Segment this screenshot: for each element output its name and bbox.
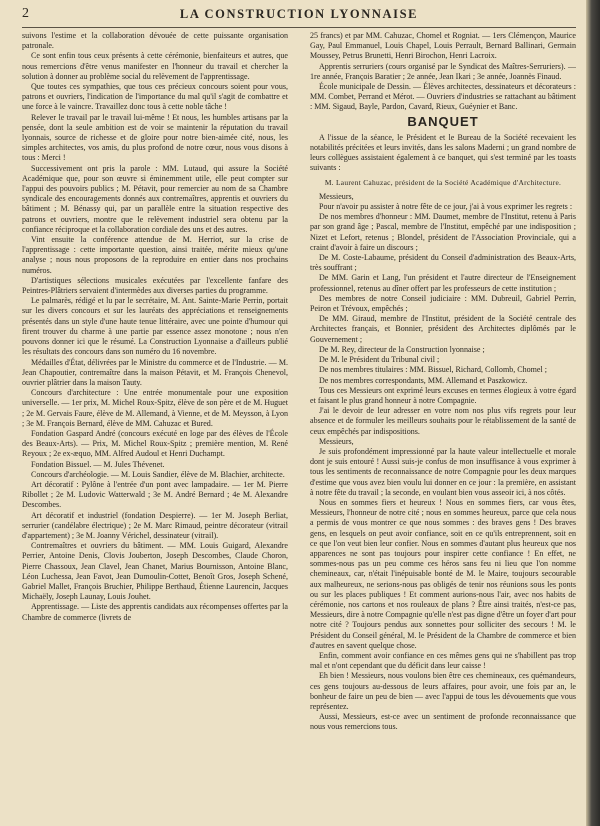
paragraph: Vint ensuite la conférence attendue de M. Herriot, sur la crise de l'apprentissage : cette importante question, ainsi traitée, mérite mieux qu'une analyse ; nous nous proposons de la reproduire en entier dans nos prochains numéros. [22,235,288,275]
award-paragraph: 25 francs) et par MM. Cahuzac, Chomel et Rogniat. — 1ers Clémençon, Maurice Gay, Paul Emmanuel, Louis Chapel, Louis Perrault, Bernard Ballinari, Germain Moussey, Petrus Brunetti, Henri Birochon, Henri Lacroix. [310,31,576,61]
speech-paragraph: Eh bien ! Messieurs, nous voulons bien être ces chemineaux, ces quémandeurs, ces gens toujours au-dessous de leurs affaires, pour avoir, une fois par an, le bonheur de faire un peu de bien — avec l'appui de tous les dévouements que vous représentez. [310,671,576,711]
speech-paragraph: Des membres de notre Conseil judiciaire : MM. Dubreuil, Gabriel Perrin, Peiron et Trévoux, empêchés ; [310,293,576,314]
page-header [22,6,576,24]
paragraph: D'artistiques sélections musicales exécutées par l'excellente fanfare des Peintres-Plâtriers servaient d'intermèdes aux diverses parties du programme. [22,275,288,296]
speech-paragraph: Je suis profondément impressionné par la haute valeur intellectuelle et morale dont je suis entouré ! Aussi suis-je confus de mon insuffisance à vous exprimer à tous les sentiments de reconnaissance de notre Compagnie pour les deux marques d'estime que vous avez bien voulu lui donner en ce jour : la première, en assistant à notre fête du travail ; la seconde, en voulant bien vous asseoir ici, à nos côtés. [310,446,576,497]
speech-paragraph: Tous ces Messieurs ont exprimé leurs excuses en termes élogieux à votre égard et faisant le plus grand honneur à notre Compagnie. [310,385,576,405]
speech-paragraph: De MM. Giraud, membre de l'Institut, président de la Société centrale des Architectes français, et Bonnier, président des Architectes diplômés par le Gouvernement ; [310,314,576,344]
header-rule [22,27,576,28]
speech-paragraph: Pour n'avoir pu assister à notre fête de ce jour, j'ai à vous exprimer les regrets : [319,202,573,212]
award-paragraph: Concours d'architecture : Une entrée monumentale pour une exposition universelle. — 1er prix, M. Michel Roux-Spitz, élève de son père et de M. Huguet ; 2e M. Gervais Faure, élève de M. Allemand, à Vienne, et de M. Meysson, à Lyon ; 3e M. François Bernard, élève de MM. Cahuzac et Bured. [22,388,288,428]
paragraph: Relever le travail par le travail lui-même ! Et nous, les humbles artisans par la pensée, dont la seule ambition est de voir se maintenir la réputation du travail lyonnais, source de richesse et de gloire pour notre bien-aimée cité, nous, les simples architectes, vos amis, du plus profond de notre cœur, nous vous disons à tous : Merci ! [22,112,288,163]
page-edge-shadow [586,0,600,826]
award-paragraph: Médailles d'État, délivrées par le Ministre du commerce et de l'Industrie. — M. Jean Chapoutier, contremaître dans la maison Pétavit, et M. François Chenevol, ouvrier plâtrier dans la maison Tauty. [22,357,288,387]
award-paragraph: Fondation Bissuel. — M. Jules Thévenet. [31,459,165,469]
banquet-intro: A l'issue de la séance, le Président et le Bureau de la Société recevaient les notabilités précitées et leurs invités, dans les salons Maderni ; un grand nombre de leurs collègues assistaient également à ce banquet, qui s'est terminé par les toasts suivants : [310,132,576,173]
speech-paragraph: Nous en sommes fiers et heureux ! Nous en sommes fiers, car vous êtes, Messieurs, l'honneur de notre cité ; nous en sommes heureux, parce que cela nous a permis de vous montrer ce que nous sommes : des braves gens ! Des braves gens, en lesquels on peut avoir confiance, soit en ce qu'ils entreprennent, soit en ce que l'on veut bien leur confier. Nous en sommes d'autant plus heureux que nos apparences ne sont pas toujours pour inspirer cette confiance ! En effet, ne sommes-nous pas un peu comme ces héros sans feu ni lieu que l'on nomme chemineaux, car, n'était l'inépuisable bonté de M. le Maire, toujours secourable aux malheureux, ne serions-nous pas obligés de tenir nos réunions sous les ponts ou sur les places publiques ! Et comment aurions-nous l'air, avec nos habits de cérémonie, nos cartons et nos rouleaux de plans ? Être ainsi traités, n'est-ce pas, Messieurs, dire à notre Compagnie qu'elle n'est pas digne d'être un foyer d'art pour notre cité ? Toujours pendus aux sonnettes pour solliciter des secours ! M. le Président du Conseil général, M. le Président de la Chambre de commerce et bien d'autres en savent quelque chose. [310,497,576,650]
speech-paragraph: De nos membres titulaires : MM. Bissuel, Richard, Collomb, Chomel ; [319,365,547,375]
banquet-heading: BANQUET [407,113,479,129]
speech-paragraph: De MM. Garin et Lang, l'un président et l'autre directeur de l'Enseignement professionnel, retenus au dîner offert par les professeurs de cette institution ; [310,273,576,293]
speaker-heading: M. Laurent Cahuzac, président de la Société Académique d'Architecture. [324,177,562,187]
paragraph: Que toutes ces sympathies, que tous ces précieux concours soient pour vous, patrons et ouvriers, l'indication de l'importance du mal qu'il s'agit de combattre et une force à le vaincre. Travaillez donc tous à cette noble tâche ! [22,82,288,112]
speech-paragraph: De nos membres correspondants, MM. Allemand et Paszkowicz. [319,375,528,385]
speech-paragraph: Messieurs, [319,436,354,446]
award-paragraph: Apprentissage. — Liste des apprentis candidats aux récompenses offertes par la Chambre de commerce (livrets de [22,602,288,622]
page-number: 2 [22,6,29,21]
speech-paragraph: De nos membres d'honneur : MM. Daumet, membre de l'Institut, retenu à Paris par son grand âge ; Pascal, membre de l'Institut, empêché par une indisposition ; Nizet et Lefort, retenus ; Blondel, président de l'Association Provinciale, qui a craint d'avoir à faire un discours ; [310,212,576,252]
paragraph: Successivement ont pris la parole : MM. Lutaud, qui assure la Société Académique que, pour son œuvre si éminemment utile, elle peut compter sur l'appui des pouvoirs publics ; M. Pétavit, pour remercier au nom de sa Chambre syndicale des encouragements donnés aux contremaîtres, apprentis et ouvriers du bâtiment ; M. Bénassy qui, par un parallèle entre la situation respective des patrons et ouvriers, montre que le relèvement industriel sera obtenu par la confiance réciproque et la collaboration cordiale des uns et des autres. [22,163,288,234]
paragraph: suivons l'estime et la collaboration dévouée de cette puissante organisation patronale. [22,31,288,51]
award-paragraph: Apprentis serruriers (cours organisé par le Syndicat des Maîtres-Serruriers). — 1re année, François Baratier ; 2e année, Jean Ikari ; 3e année, Joannès Finaud. [310,61,576,81]
speech-paragraph: De M. Rey, directeur de la Construction lyonnaise ; [319,344,485,354]
speech-paragraph: Aussi, Messieurs, est-ce avec un sentiment de profonde reconnaissance que nous vous remercions tous. [310,712,576,732]
right-column [310,31,576,809]
award-paragraph: École municipale de Dessin. — Élèves architectes, dessinateurs et décorateurs : MM. Combet, Perrand et Mérot. — Ouvriers d'industries se rattachant au bâtiment : MM. Sigaud, Bayle, Pardon, Cavard, Rieux, Guéynier et Banc. [310,82,576,112]
award-paragraph: Fondation Gaspard André (concours exécuté en loge par des élèves de l'École des Beaux-Arts). — Prix, M. Michel Roux-Spitz ; première mention, M. René Reyoux ; 2e ex-æquo, MM. Alfred Audoul et Henri Duchampt. [22,428,288,459]
speech-paragraph: Enfin, comment avoir confiance en ces mêmes gens qui ne s'habillent pas trop mal et n'ont cependant que du déficit dans leur caisse ! [310,650,576,671]
speech-paragraph: De M. Coste-Labaume, président du Conseil d'administration des Beaux-Arts, très souffrant ; [310,253,576,273]
paragraph: Le palmarès, rédigé et lu par le secrétaire, M. Ant. Sainte-Marie Perrin, portait sur les divers concours et sur les lauréats des appréciations et renseignements présentés dans un style d'une haute tenue littéraire, avec une pointe d'humour qui firent trouver du charme à une partie par essence assez monotone ; nous n'en pouvons donner ici que le résumé. La Construction Lyonnaise a d'ailleurs publié les résultats des concours dans son numéro du 16 novembre. [22,296,288,357]
speech-paragraph: De M. le Président du Tribunal civil ; [319,355,440,365]
award-paragraph: Art décoratif : Pylône à l'entrée d'un pont avec lampadaire. — 1er M. Pierre Ribollet ; 2e M. Ludovic Watterwald ; 3e M. André Bernard ; 4e M. Alexandre Descombes. [22,479,288,510]
award-paragraph: Concours d'archéologie. — M. Louis Sandier, élève de M. Blachier, architecte. [31,469,285,479]
paragraph: Ce sont enfin tous ceux présents à cette cérémonie, bienfaiteurs et autres, que nous remercions d'être venus manifester en l'honneur du travail et chercher la solution à donner au problème social du relèvement de l'apprentissage. [22,51,288,81]
running-title: LA CONSTRUCTION LYONNAISE [179,7,419,21]
award-paragraph: Contremaîtres et ouvriers du bâtiment. — MM. Louis Guigard, Alexandre Perrier, Antoine Denis, Clovis Jouberton, Joseph Descombes, Claude Choron, Pierre Chassoux, Jean Clavel, Jean Chanet, Marius Bournisson, Antoine Blanc, Léon Luchessa, Jean Favot, Jean Dumoulin-Cottet, Benoît Gros, Joseph Schené, Gabriel Mallet, François Bruchier, Philippe Berthaud, Étienne Laurencin, Jacques Michaëly, Joseph Launay, Louis Jouhet. [22,541,288,602]
left-column [22,31,288,809]
speech-paragraph: J'ai le devoir de leur adresser en votre nom nos plus vifs regrets pour leur absence et de formuler les meilleurs souhaits pour le rétablissement de la santé de ceux empêchés par indispositions. [310,406,576,436]
award-paragraph: Art décoratif et industriel (fondation Despierre). — 1er M. Joseph Berliat, serrurier (candélabre électrique) ; 2e M. Marc Rimaud, peintre décorateur (vitrail d'appartement) ; 3e M. Joanny Vérichel, dessinateur (vitrail). [22,510,288,540]
speech-paragraph: Messieurs, [319,191,354,201]
